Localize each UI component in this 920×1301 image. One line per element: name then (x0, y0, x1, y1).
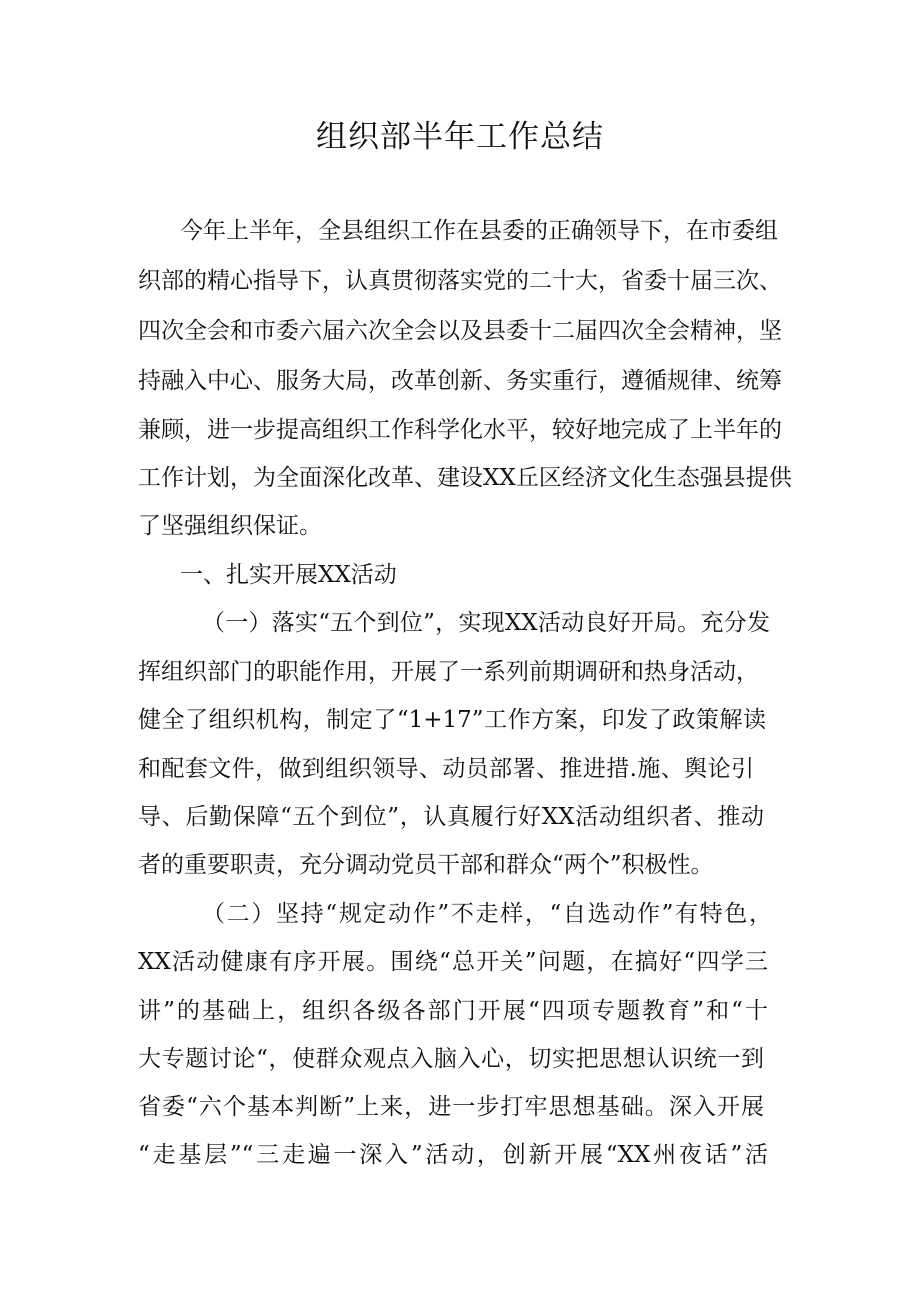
paragraph-line: 大专题讨论“，使群众观点入脑入心，切实把思想认识统一到 (138, 1046, 764, 1072)
paragraph-line: 讲”的基础上，组织各级各部门开展“四项专题教育”和“十 (138, 998, 768, 1024)
paragraph-line: 四次全会和市委六届六次全会以及县委十二届四次全会精神，坚 (138, 318, 782, 344)
paragraph-line: 者的重要职责，充分调动党员干部和群众“两个”积极性。 (138, 852, 714, 878)
section-heading: 一、扎实开展XX活动 (180, 562, 397, 588)
paragraph-line: “走基层”“三走遍一深入”活动，创新开展“XX州夜话”活 (138, 1142, 768, 1168)
paragraph-line: 了坚强组织保证。 (138, 513, 322, 539)
paragraph-line: 今年上半年，全县组织工作在县委的正确领导下，在市委组 (180, 218, 778, 244)
paragraph-line: 省委“六个基本判断”上来，进一步打牢思想基础。深入开展 (138, 1094, 764, 1120)
paragraph-line: 挥组织部门的职能作用，开展了一系列前期调研和热身活动， (138, 659, 759, 685)
paragraph-line: XX活动健康有序开展。围绕“总开关”问题，在搞好“四学三 (138, 949, 768, 975)
paragraph-line: （一）落实“五个到位”，实现XX活动良好开局。充分发 (202, 610, 770, 636)
paragraph-line: 持融入中心、服务大局，改革创新、务实重行，遵循规律、统筹 (138, 368, 782, 394)
paragraph-line: （二）坚持“规定动作”不走样，“自选动作”有特色， (202, 901, 772, 927)
paragraph-line: 导、后勤保障“五个到位”，认真履行好XX活动组织者、推动 (138, 804, 764, 830)
paragraph-line: 兼顾，进一步提高组织工作科学化水平，较好地完成了上半年的 (138, 417, 782, 443)
paragraph-line: 织部的精心指导下，认真贯彻落实党的二十大，省委十届三次、 (138, 268, 782, 294)
paragraph-line: 健全了组织机构，制定了“1+17”工作方案，印发了政策解读 (138, 707, 766, 733)
paragraph-line: 和配套文件，做到组织领导、动员部署、推进措.施、舆论引 (138, 756, 754, 782)
paragraph-line: 工作计划，为全面深化改革、建设XX丘区经济文化生态强县提供 (138, 465, 792, 491)
document-title: 组织部半年工作总结 (316, 119, 604, 155)
